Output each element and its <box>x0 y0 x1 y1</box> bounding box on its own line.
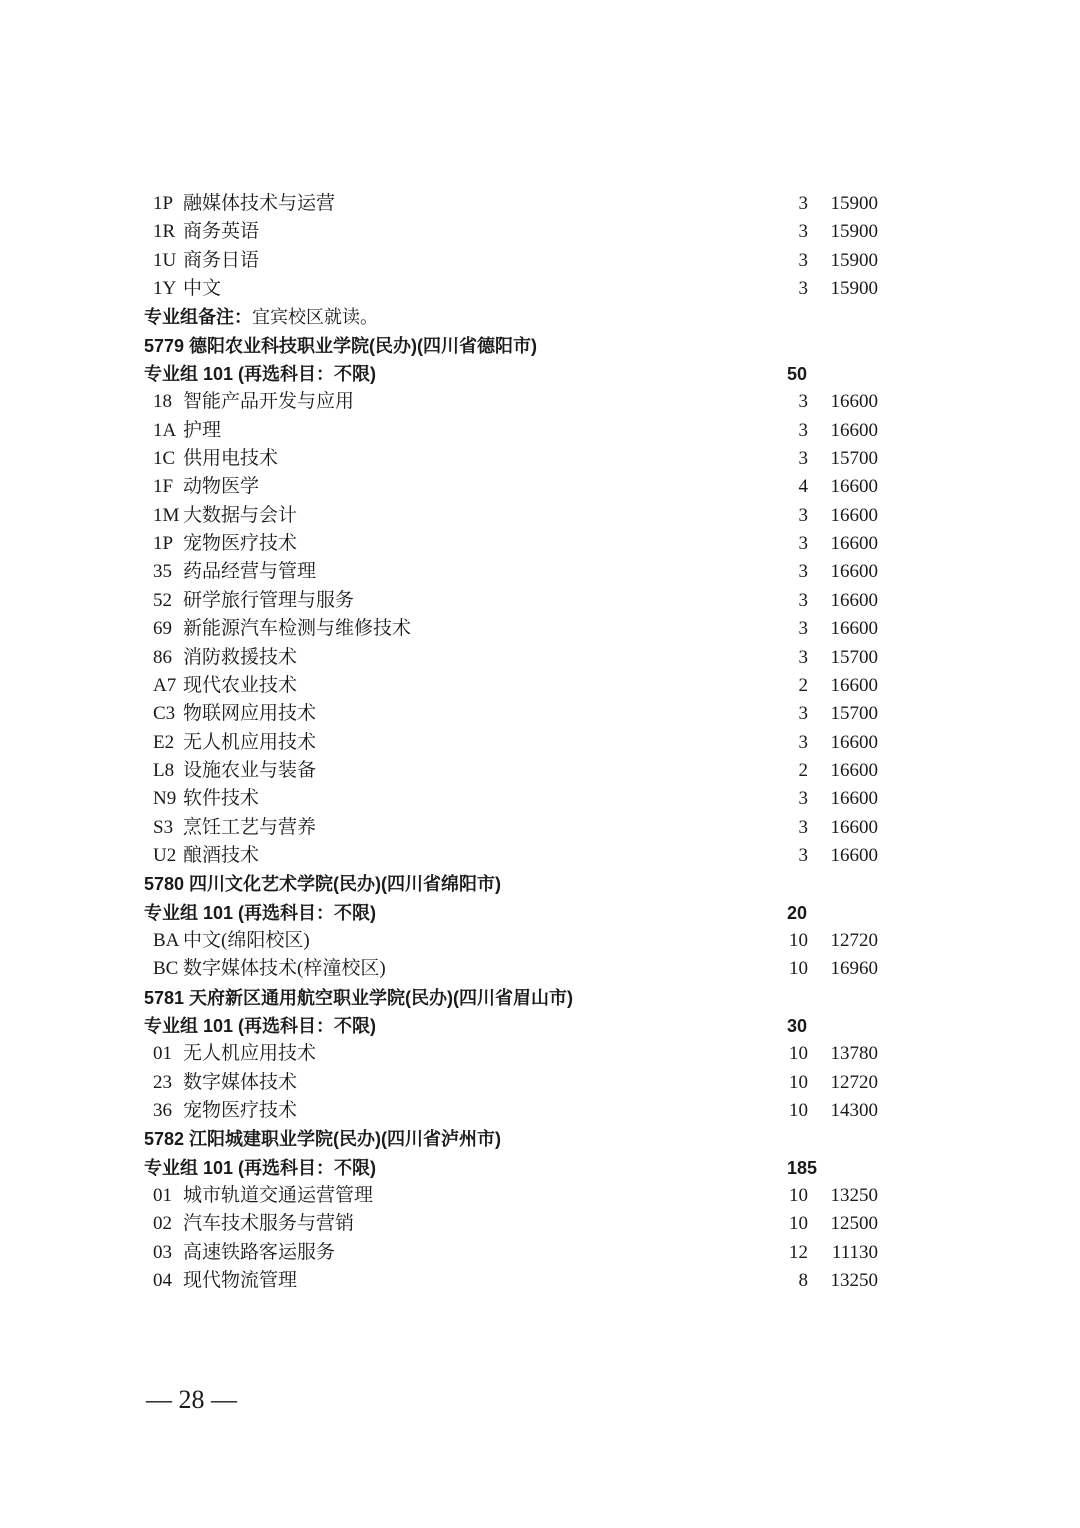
tuition-fee: 16600 <box>830 618 878 640</box>
major-row <box>144 1069 904 1097</box>
enrollment-count: 3 <box>798 533 808 555</box>
major-row <box>144 502 904 530</box>
major-row <box>144 473 904 501</box>
school-name: 5780 四川文化艺术学院(民办)(四川省绵阳市) <box>144 874 502 895</box>
group-label: 专业组 101 (再选科目：不限) <box>144 1157 377 1178</box>
major-row <box>144 927 904 955</box>
tuition-fee: 12720 <box>830 929 878 951</box>
tuition-fee: 16600 <box>830 504 878 526</box>
enrollment-count: 3 <box>798 278 808 300</box>
major-code: BA <box>153 929 180 951</box>
school-name: 5781 天府新区通用航空职业学院(民办)(四川省眉山市) <box>144 987 574 1008</box>
major-row <box>144 388 904 416</box>
major-name: 供用电技术 <box>183 448 279 470</box>
major-code: 1R <box>153 221 176 243</box>
major-row <box>144 558 904 586</box>
major-code: N9 <box>153 788 177 810</box>
tuition-fee: 15900 <box>830 278 878 300</box>
group-enrollment-count: 30 <box>787 1015 808 1036</box>
major-row <box>144 587 904 615</box>
note-value: 宜宾校区就读。 <box>252 307 378 328</box>
major-code: 02 <box>153 1213 172 1235</box>
major-row <box>144 275 904 303</box>
major-row <box>144 530 904 558</box>
tuition-fee: 16600 <box>830 476 878 498</box>
tuition-fee: 11130 <box>831 1241 878 1263</box>
major-row <box>144 1182 904 1210</box>
major-name: 融媒体技术与运营 <box>183 193 336 214</box>
major-row <box>144 1210 904 1238</box>
major-name: 物联网应用技术 <box>183 703 317 725</box>
major-row <box>144 1239 904 1267</box>
major-name: 智能产品开发与应用 <box>183 391 355 413</box>
enrollment-count: 3 <box>798 504 808 526</box>
major-name: 酿酒技术 <box>183 844 260 866</box>
major-row <box>144 218 904 246</box>
major-code: 69 <box>153 618 172 640</box>
tuition-fee: 16600 <box>830 844 878 866</box>
major-name: 新能源汽车检测与维修技术 <box>183 618 412 640</box>
major-group-header <box>144 1154 904 1182</box>
enrollment-count: 10 <box>789 929 808 951</box>
tuition-fee: 16600 <box>830 674 878 696</box>
enrollment-count: 3 <box>798 249 808 271</box>
major-code: 36 <box>153 1100 172 1121</box>
tuition-fee: 15700 <box>830 646 878 668</box>
major-name: 商务日语 <box>183 249 260 271</box>
document-body <box>144 190 904 1295</box>
major-name: 商务英语 <box>183 221 260 243</box>
tuition-fee: 13250 <box>830 1185 878 1207</box>
group-label: 专业组 101 (再选科目：不限) <box>144 902 377 923</box>
major-row <box>144 814 904 842</box>
school-name: 5782 江阳城建职业学院(民办)(四川省泸州市) <box>144 1129 502 1150</box>
enrollment-count: 3 <box>798 419 808 441</box>
enrollment-count: 3 <box>798 788 808 810</box>
enrollment-count: 3 <box>798 561 808 583</box>
major-name: 汽车技术服务与营销 <box>183 1213 355 1235</box>
major-name: 无人机应用技术 <box>183 1043 317 1065</box>
tuition-fee: 14300 <box>830 1100 878 1121</box>
enrollment-count: 3 <box>798 589 808 611</box>
major-code: 52 <box>153 589 172 611</box>
major-row <box>144 955 904 983</box>
major-name: 设施农业与装备 <box>183 759 317 781</box>
major-code: BC <box>153 958 179 980</box>
tuition-fee: 15900 <box>830 221 878 243</box>
major-row <box>144 615 904 643</box>
enrollment-count: 2 <box>798 759 808 781</box>
tuition-fee: 16600 <box>830 419 878 441</box>
major-row <box>144 417 904 445</box>
enrollment-count: 3 <box>798 221 808 243</box>
major-row <box>144 445 904 473</box>
enrollment-count: 10 <box>789 1100 808 1121</box>
tuition-fee: 16600 <box>830 816 878 838</box>
major-row <box>144 644 904 672</box>
tuition-fee: 16600 <box>830 731 878 753</box>
group-note <box>144 303 904 331</box>
major-name: 研学旅行管理与服务 <box>183 589 355 611</box>
major-code: 1M <box>153 504 180 526</box>
school-header <box>144 984 904 1012</box>
major-name: 烹饪工艺与营养 <box>183 816 317 838</box>
enrollment-count: 3 <box>798 391 808 413</box>
enrollment-count: 12 <box>789 1241 808 1263</box>
major-name: 数字媒体技术 <box>183 1071 298 1093</box>
major-row <box>144 700 904 728</box>
major-name: 消防救援技术 <box>183 646 298 668</box>
major-name: 中文(绵阳校区) <box>183 929 310 951</box>
major-name: 动物医学 <box>183 476 260 498</box>
major-name: 软件技术 <box>183 788 260 810</box>
tuition-fee: 13780 <box>830 1043 878 1065</box>
enrollment-count: 10 <box>789 1071 808 1093</box>
note-label: 专业组备注： <box>144 307 252 328</box>
major-row <box>144 672 904 700</box>
major-name: 现代物流管理 <box>183 1270 298 1292</box>
major-row <box>144 190 904 218</box>
tuition-fee: 12720 <box>830 1071 878 1093</box>
note-line <box>144 303 378 331</box>
major-code: 1P <box>153 193 174 214</box>
major-code: 1Y <box>153 278 177 300</box>
tuition-fee: 16600 <box>830 788 878 810</box>
major-row <box>144 729 904 757</box>
major-name: 大数据与会计 <box>183 504 298 526</box>
major-group-header <box>144 899 904 927</box>
tuition-fee: 16600 <box>830 391 878 413</box>
major-name: 数字媒体技术(梓潼校区) <box>183 958 386 980</box>
major-name: 护理 <box>183 419 222 441</box>
tuition-fee: 16600 <box>830 533 878 555</box>
enrollment-count: 8 <box>798 1270 808 1292</box>
major-group-header <box>144 1012 904 1040</box>
major-group-header <box>144 360 904 388</box>
major-code: 01 <box>153 1043 172 1065</box>
major-row <box>144 842 904 870</box>
major-row <box>144 1040 904 1068</box>
school-header <box>144 870 904 898</box>
enrollment-count: 10 <box>789 1043 808 1065</box>
major-code: S3 <box>153 816 174 838</box>
school-header <box>144 1125 904 1153</box>
enrollment-count: 4 <box>798 476 808 498</box>
tuition-fee: 12500 <box>830 1213 878 1235</box>
major-code: 35 <box>153 561 172 583</box>
major-name: 高速铁路客运服务 <box>183 1241 336 1263</box>
major-name: 现代农业技术 <box>183 674 298 696</box>
enrollment-count: 10 <box>789 1213 808 1235</box>
major-row <box>144 1097 904 1125</box>
major-code: U2 <box>153 844 177 866</box>
enrollment-count: 10 <box>789 1185 808 1207</box>
enrollment-count: 3 <box>798 646 808 668</box>
tuition-fee: 16960 <box>830 958 878 980</box>
major-code: 86 <box>153 646 172 668</box>
enrollment-count: 3 <box>798 193 808 214</box>
major-code: 18 <box>153 391 172 413</box>
major-name: 中文 <box>183 278 222 300</box>
major-code: 23 <box>153 1071 172 1093</box>
major-name: 无人机应用技术 <box>183 731 317 753</box>
major-code: L8 <box>153 759 175 781</box>
school-header <box>144 332 904 360</box>
tuition-fee: 15700 <box>830 448 878 470</box>
major-row <box>144 247 904 275</box>
major-code: 1C <box>153 448 176 470</box>
enrollment-count: 3 <box>798 703 808 725</box>
major-name: 城市轨道交通运营管理 <box>183 1185 374 1207</box>
school-name: 5779 德阳农业科技职业学院(民办)(四川省德阳市) <box>144 335 538 356</box>
enrollment-count: 3 <box>798 731 808 753</box>
tuition-fee: 15700 <box>830 703 878 725</box>
tuition-fee: 16600 <box>830 561 878 583</box>
group-enrollment-count: 185 <box>787 1157 818 1178</box>
tuition-fee: 15900 <box>830 193 878 214</box>
major-row <box>144 757 904 785</box>
major-code: C3 <box>153 703 176 725</box>
major-code: 03 <box>153 1241 172 1263</box>
tuition-fee: 13250 <box>830 1270 878 1292</box>
major-code: 1P <box>153 533 174 555</box>
page-number: — 28 — <box>146 1385 237 1414</box>
group-label: 专业组 101 (再选科目：不限) <box>144 364 377 385</box>
major-code: E2 <box>153 731 175 753</box>
major-code: 01 <box>153 1185 172 1207</box>
enrollment-count: 2 <box>798 674 808 696</box>
tuition-fee: 16600 <box>830 589 878 611</box>
major-code: 1U <box>153 249 177 271</box>
major-name: 宠物医疗技术 <box>183 1100 298 1121</box>
group-enrollment-count: 50 <box>787 364 808 385</box>
group-enrollment-count: 20 <box>787 902 808 923</box>
enrollment-count: 3 <box>798 844 808 866</box>
enrollment-count: 3 <box>798 816 808 838</box>
tuition-fee: 16600 <box>830 759 878 781</box>
major-row <box>144 1267 904 1295</box>
major-row <box>144 785 904 813</box>
enrollment-count: 3 <box>798 448 808 470</box>
major-code: 1F <box>153 476 174 498</box>
enrollment-count: 10 <box>789 958 808 980</box>
major-code: A7 <box>153 674 177 696</box>
major-name: 药品经营与管理 <box>183 561 317 583</box>
enrollment-count: 3 <box>798 618 808 640</box>
tuition-fee: 15900 <box>830 249 878 271</box>
major-code: 04 <box>153 1270 172 1292</box>
major-code: 1A <box>153 419 177 441</box>
group-label: 专业组 101 (再选科目：不限) <box>144 1015 377 1036</box>
major-name: 宠物医疗技术 <box>183 533 298 555</box>
